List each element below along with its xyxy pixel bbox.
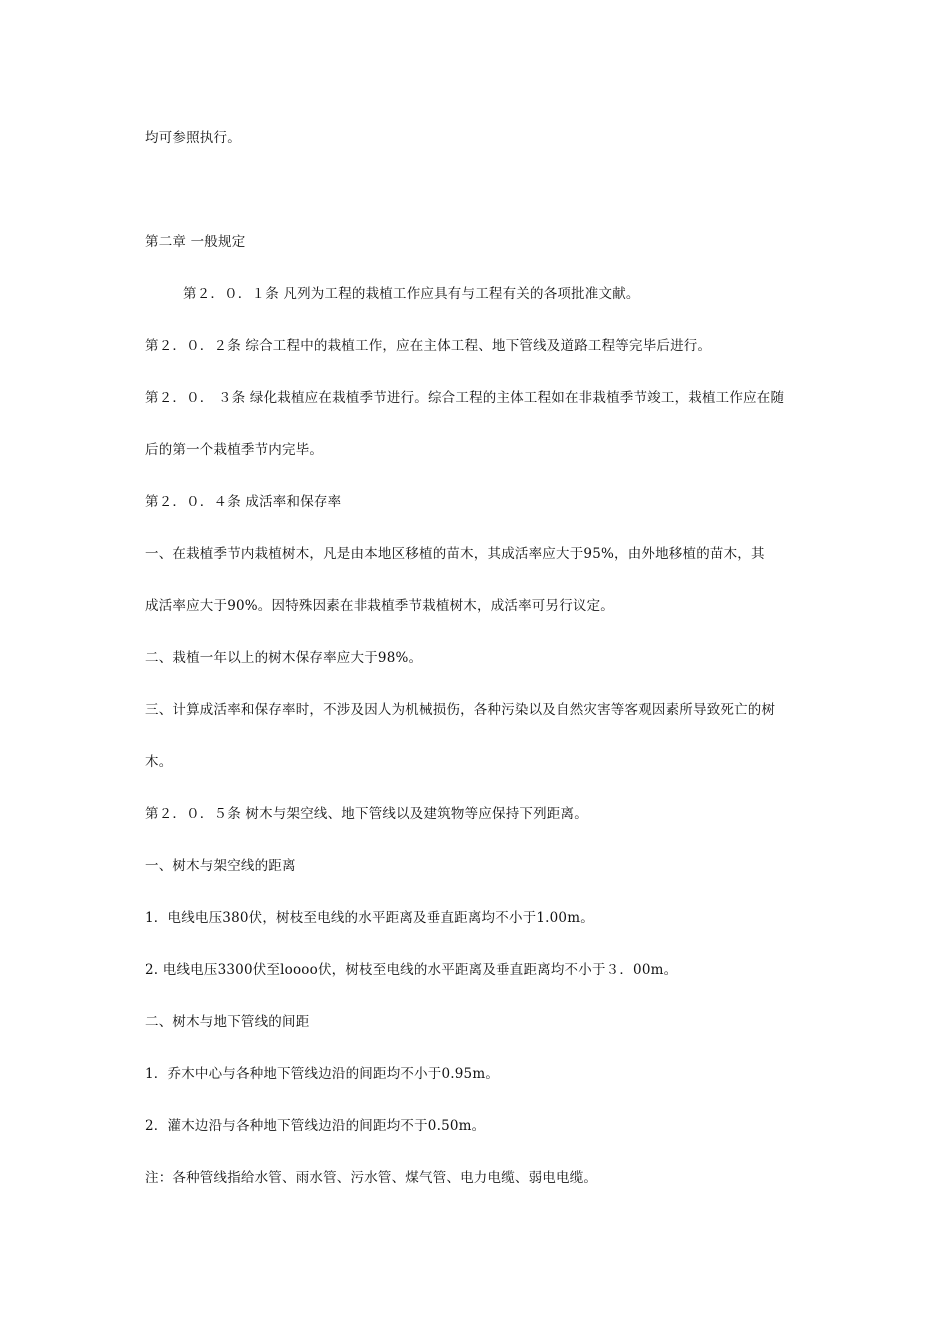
clause-2-0-3-continued: 后的第一个栽植季节内完毕。 <box>145 442 324 458</box>
clause-2-0-3: 第２．０． ３条 绿化栽植应在栽植季节进行。综合工程的主体工程如在非栽植季节竣工，栽植工作应在随 <box>145 390 785 406</box>
pipeline-item-1: 1．乔木中心与各种地下管线边沿的间距均不小于0.95m。 <box>145 1066 500 1082</box>
clause-2-0-2: 第２．０．２条 综合工程中的栽植工作，应在主体工程、地下管线及道路工程等完毕后进行。 <box>145 338 712 354</box>
section-underground-pipelines: 二、树木与地下管线的间距 <box>145 1014 310 1030</box>
overhead-line-item-1: 1．电线电压380伏，树枝至电线的水平距离及垂直距离均不小于1.00m。 <box>145 910 594 926</box>
clause-2-0-1: 第２．０．１条 凡列为工程的栽植工作应具有与工程有关的各项批准文献。 <box>183 286 640 302</box>
item-two-retention-rate: 二、栽植一年以上的树木保存率应大于98%。 <box>145 650 423 666</box>
clause-2-0-5: 第２．０．５条 树木与架空线、地下管线以及建筑物等应保持下列距离。 <box>145 806 588 822</box>
item-one-survival-rate: 一、在栽植季节内栽植树木，凡是由本地区移植的苗木，其成活率应大于95%，由外地移植的苗木，其 <box>145 546 765 562</box>
clause-2-0-4: 第２．０．４条 成活率和保存率 <box>145 494 342 510</box>
item-one-survival-rate-continued: 成活率应大于90%。因特殊因素在非栽植季节栽植树木，成活率可另行议定。 <box>145 598 615 614</box>
section-overhead-lines: 一、树木与架空线的距离 <box>145 858 296 874</box>
overhead-line-item-2: 2. 电线电压3300伏至loooo伏，树枝至电线的水平距离及垂直距离均不小于３．00m。 <box>145 962 678 978</box>
item-three-calculation-continued: 木。 <box>145 754 173 770</box>
pipeline-note: 注：各种管线指给水管、雨水管、污水管、煤气管、电力电缆、弱电电缆。 <box>145 1170 598 1186</box>
item-three-calculation: 三、计算成活率和保存率时，不涉及因人为机械损伤，各种污染以及自然灾害等客观因素所导致死亡的树 <box>145 702 776 718</box>
text-line-continuation: 均可参照执行。 <box>145 130 241 146</box>
chapter-heading: 第二章 一般规定 <box>145 234 246 250</box>
pipeline-item-2: 2．灌木边沿与各种地下管线边沿的间距均不于0.50m。 <box>145 1118 486 1134</box>
